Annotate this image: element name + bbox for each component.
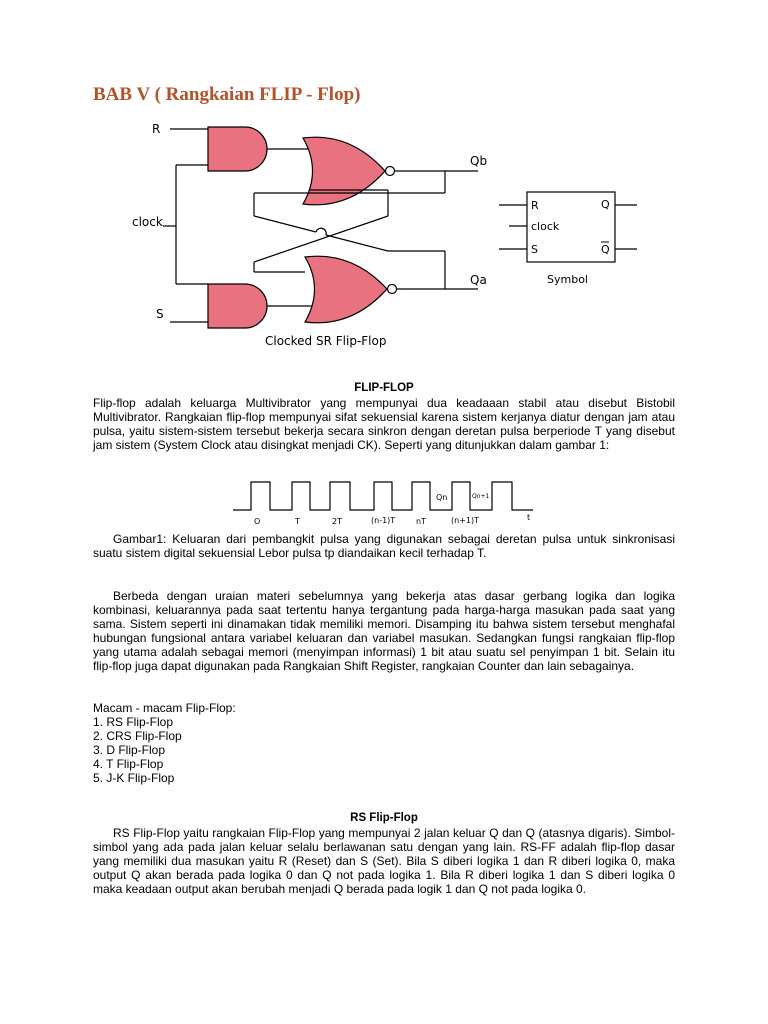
circuit-label-r: R bbox=[152, 122, 161, 136]
list-item: 4. T Flip-Flop bbox=[93, 757, 164, 771]
nor-gate-top bbox=[303, 137, 385, 205]
list-item: 5. J-K Flip-Flop bbox=[93, 771, 175, 785]
circuit-label-s: S bbox=[156, 307, 164, 321]
pulse-label-5: (n+1)T bbox=[451, 516, 479, 525]
paragraph-berbeda: Berbeda dengan uraian materi sebelumnya yang bekerja atas dasar gerbang logika dan logika kombinasi, keluarannya pada saat tertentu hanya tergantung pada harga-harga masukan pada saat yang sama. Sistem seperti ini dinamakan tidak memiliki memori. Disamping itu bahwa sistem tersebut menghafal hubungan fungsional antara variabel keluaran dan variabel masukan. Sedangkan fungsi rangkaian flip-flop yang utama adalah sebagai memori (menyimpan informasi) 1 bit atau suatu sel penyimpan 1 bit. Selain itu flip-flop juga dapat digunakan pada Rangkaian Shift Register, rangkaian Counter dan lain sebagainya. bbox=[93, 589, 675, 673]
symbol-pin-r: R bbox=[531, 199, 539, 212]
pulse-label-0: O bbox=[254, 517, 261, 526]
section-heading-rs-flipflop: RS Flip-Flop bbox=[350, 812, 418, 824]
pulse-label-3: (n-1)T bbox=[371, 516, 396, 525]
clocked-sr-flipflop-diagram bbox=[120, 110, 510, 355]
circuit-label-clock: clock bbox=[132, 215, 163, 229]
pulse-label-4: nT bbox=[416, 517, 426, 526]
clock-pulse-diagram bbox=[230, 474, 540, 526]
symbol-pin-clock: clock bbox=[531, 220, 560, 233]
figure-caption-gambar1: Gambar1: Keluaran dari pembangkit pulsa yang digunakan sebagai deretan pulsa untuk sinkronisasi suatu sistem digital sekuensial Lebor pulsa tp diandaikan kecil terhadap T. bbox=[93, 532, 675, 560]
symbol-pin-qbar: Q bbox=[601, 243, 610, 256]
list-item: 3. D Flip-Flop bbox=[93, 743, 166, 757]
symbol-caption: Symbol bbox=[547, 273, 588, 286]
and-gate-bottom bbox=[208, 284, 267, 328]
pulse-label-qn1: Qn+1 bbox=[472, 493, 490, 500]
list-item: 1. RS Flip-Flop bbox=[93, 715, 174, 729]
pulse-label-1: T bbox=[295, 517, 300, 526]
pulse-label-6: t bbox=[527, 513, 531, 522]
flipflop-symbol-diagram bbox=[495, 185, 640, 290]
flipflop-types-list bbox=[93, 715, 182, 785]
circuit-label-qb: Qb bbox=[470, 154, 488, 168]
circuit-caption: Clocked SR Flip-Flop bbox=[265, 334, 387, 348]
paragraph-rs-flipflop: RS Flip-Flop yaitu rangkaian Flip-Flop yang mempunyai 2 jalan keluar Q dan Q (atasnya digaris). Simbol-simbol yang ada pada jalan keluar selalu berlawanan satu dengan yang lain. RS-FF adalah flip-flop dasar yang memiliki dua masukan yaitu R (Reset) dan S (Set). Bila S diberi logika 1 dan R diberi logika 0, maka output Q akan berada pada logika 0 dan Q not pada logika 1. Bila R diberi logika 1 dan S diberi logika 0 maka keadaan output akan berubah menjadi Q berada pada logik 1 dan Q not pada logika 0. bbox=[93, 826, 675, 896]
circuit-label-qa: Qa bbox=[470, 273, 487, 287]
document-title: BAB V ( Rangkaian FLIP - Flop) bbox=[93, 84, 361, 105]
pulse-label-qn: Qn bbox=[436, 493, 448, 502]
macam-title: Macam - macam Flip-Flop: bbox=[93, 701, 236, 715]
section-heading-flipflop: FLIP-FLOP bbox=[354, 382, 414, 394]
nor-gate-bottom bbox=[305, 256, 387, 323]
symbol-pin-q: Q bbox=[601, 198, 610, 211]
pulse-label-2: 2T bbox=[332, 517, 342, 526]
symbol-pin-s: S bbox=[531, 243, 538, 256]
paragraph-flipflop-intro: Flip-flop adalah keluarga Multivibrator yang mempunyai dua keadaaan stabil atau disebut Bistobil Multivibrator. Rangkaian flip-flop mempunyai sifat sekuensial karena sistem kerjanya diatur dengan jam atau pulsa, yaitu sistem-sistem tersebut bekerja secara sinkron dengan deretan pulsa berperiode T yang disebut jam sistem (System Clock atau disingkat menjadi CK). Seperti yang ditunjukkan dalam gambar 1: bbox=[93, 396, 675, 452]
list-item: 2. CRS Flip-Flop bbox=[93, 729, 182, 743]
and-gate-top bbox=[208, 127, 267, 171]
